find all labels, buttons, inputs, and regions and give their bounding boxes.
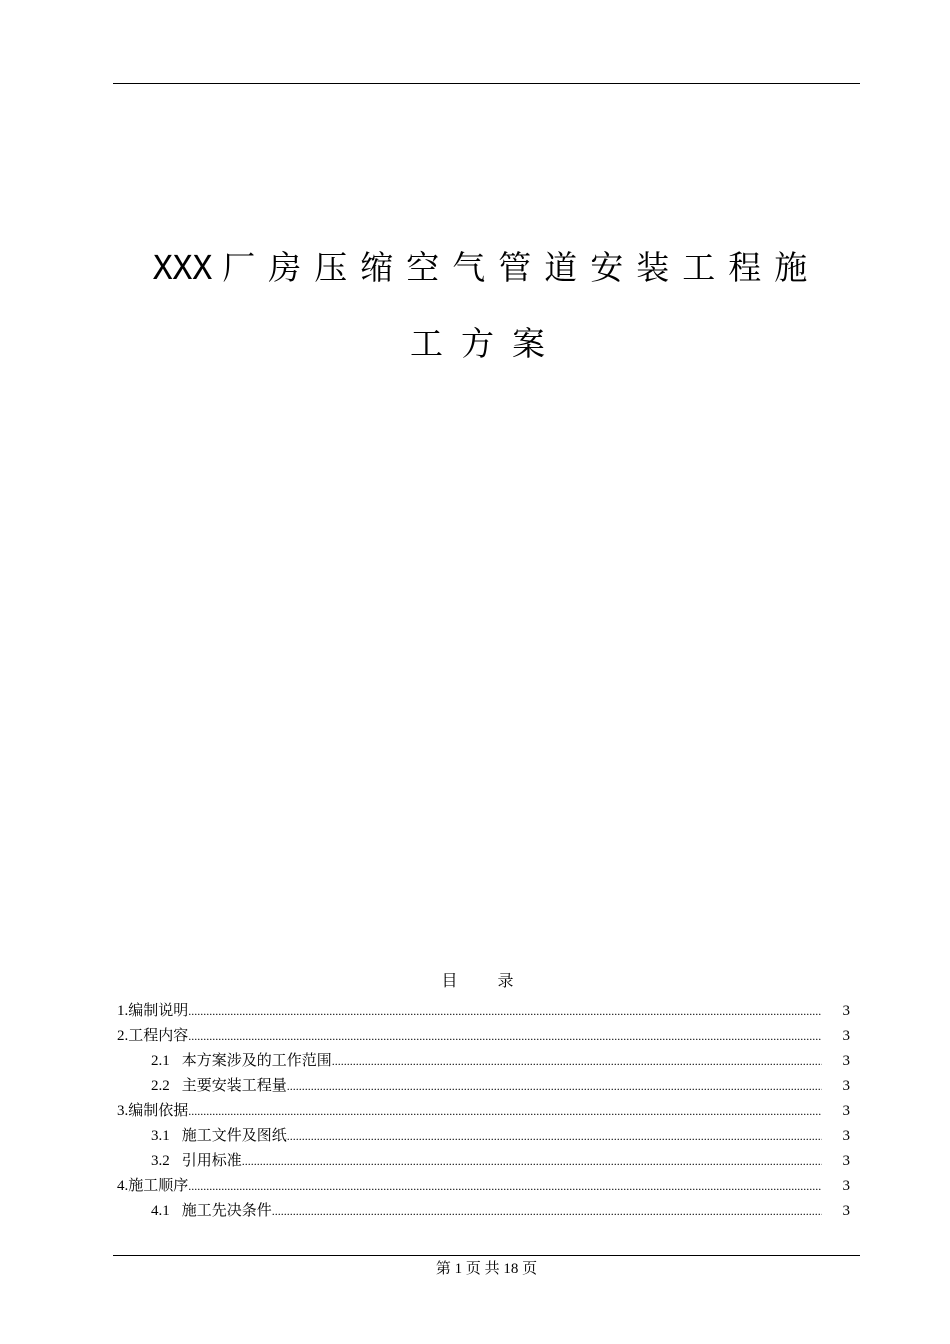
toc-dot-leader [188,1025,822,1047]
footer-rule [113,1255,860,1256]
toc-entry-number: 2.1 [151,1053,170,1069]
toc-dot-leader [188,1000,822,1022]
toc-entry-page-number: 3 [842,1003,850,1019]
toc-entry-number: 4. [117,1178,129,1194]
toc-entry-page-number: 3 [842,1053,850,1069]
page-footer: 第 1 页 共 18 页 [435,1261,538,1277]
toc-entry[interactable] [117,1100,850,1125]
toc-entry-page-number: 3 [842,1103,850,1119]
toc-dot-leader [188,1175,822,1197]
toc-entry-page-number: 3 [842,1178,850,1194]
toc-entry-number: 2.2 [151,1078,170,1094]
toc-entry-title: 编制说明 [128,1003,189,1019]
toc-entry[interactable] [117,1150,850,1175]
toc-entry[interactable] [117,1200,850,1225]
toc-entry-number: 3.2 [151,1153,170,1169]
toc-entry-number: 2. [117,1028,129,1044]
toc-entry[interactable] [117,1075,850,1100]
document-title-line-2: 工方案 [410,324,563,363]
toc-dot-leader [287,1075,822,1097]
toc-entry-title: 工程内容 [128,1028,189,1044]
toc-entry-page-number: 3 [842,1128,850,1144]
toc-entry-page-number: 3 [842,1203,850,1219]
toc-dot-leader [188,1100,822,1122]
title-text-line-1: 厂房压缩空气管道安装工程施 [222,248,821,287]
toc-dot-leader [242,1150,822,1172]
toc-entry[interactable] [117,1125,850,1150]
document-title-line-1 [113,242,860,289]
toc-entry-title: 本方案涉及的工作范围 [181,1053,332,1069]
toc-entry-title: 施工顺序 [128,1178,189,1194]
toc-entry-number: 3.1 [151,1128,170,1144]
toc-dot-leader [272,1200,822,1222]
toc-heading: 目 录 [441,973,532,990]
toc-entry[interactable] [117,1000,850,1025]
toc-entry-page-number: 3 [842,1153,850,1169]
toc-entry-title: 施工先决条件 [181,1203,272,1219]
toc-entry-number: 1. [117,1003,129,1019]
toc-entry-page-number: 3 [842,1078,850,1094]
toc-entry-page-number: 3 [842,1028,850,1044]
toc-entry[interactable] [117,1050,850,1075]
toc-dot-leader [287,1125,822,1147]
title-prefix: XXX [152,248,213,287]
toc-entry-title: 施工文件及图纸 [181,1128,287,1144]
toc-entry-title: 编制依据 [128,1103,189,1119]
toc-entry-number: 3. [117,1103,129,1119]
toc-entry-title: 主要安装工程量 [181,1078,287,1094]
toc-entry-title: 引用标准 [181,1153,242,1169]
table-of-contents [117,1000,850,1225]
toc-entry-number: 4.1 [151,1203,170,1219]
header-rule [113,83,860,84]
toc-entry[interactable] [117,1025,850,1050]
toc-entry[interactable] [117,1175,850,1200]
toc-dot-leader [332,1050,822,1072]
